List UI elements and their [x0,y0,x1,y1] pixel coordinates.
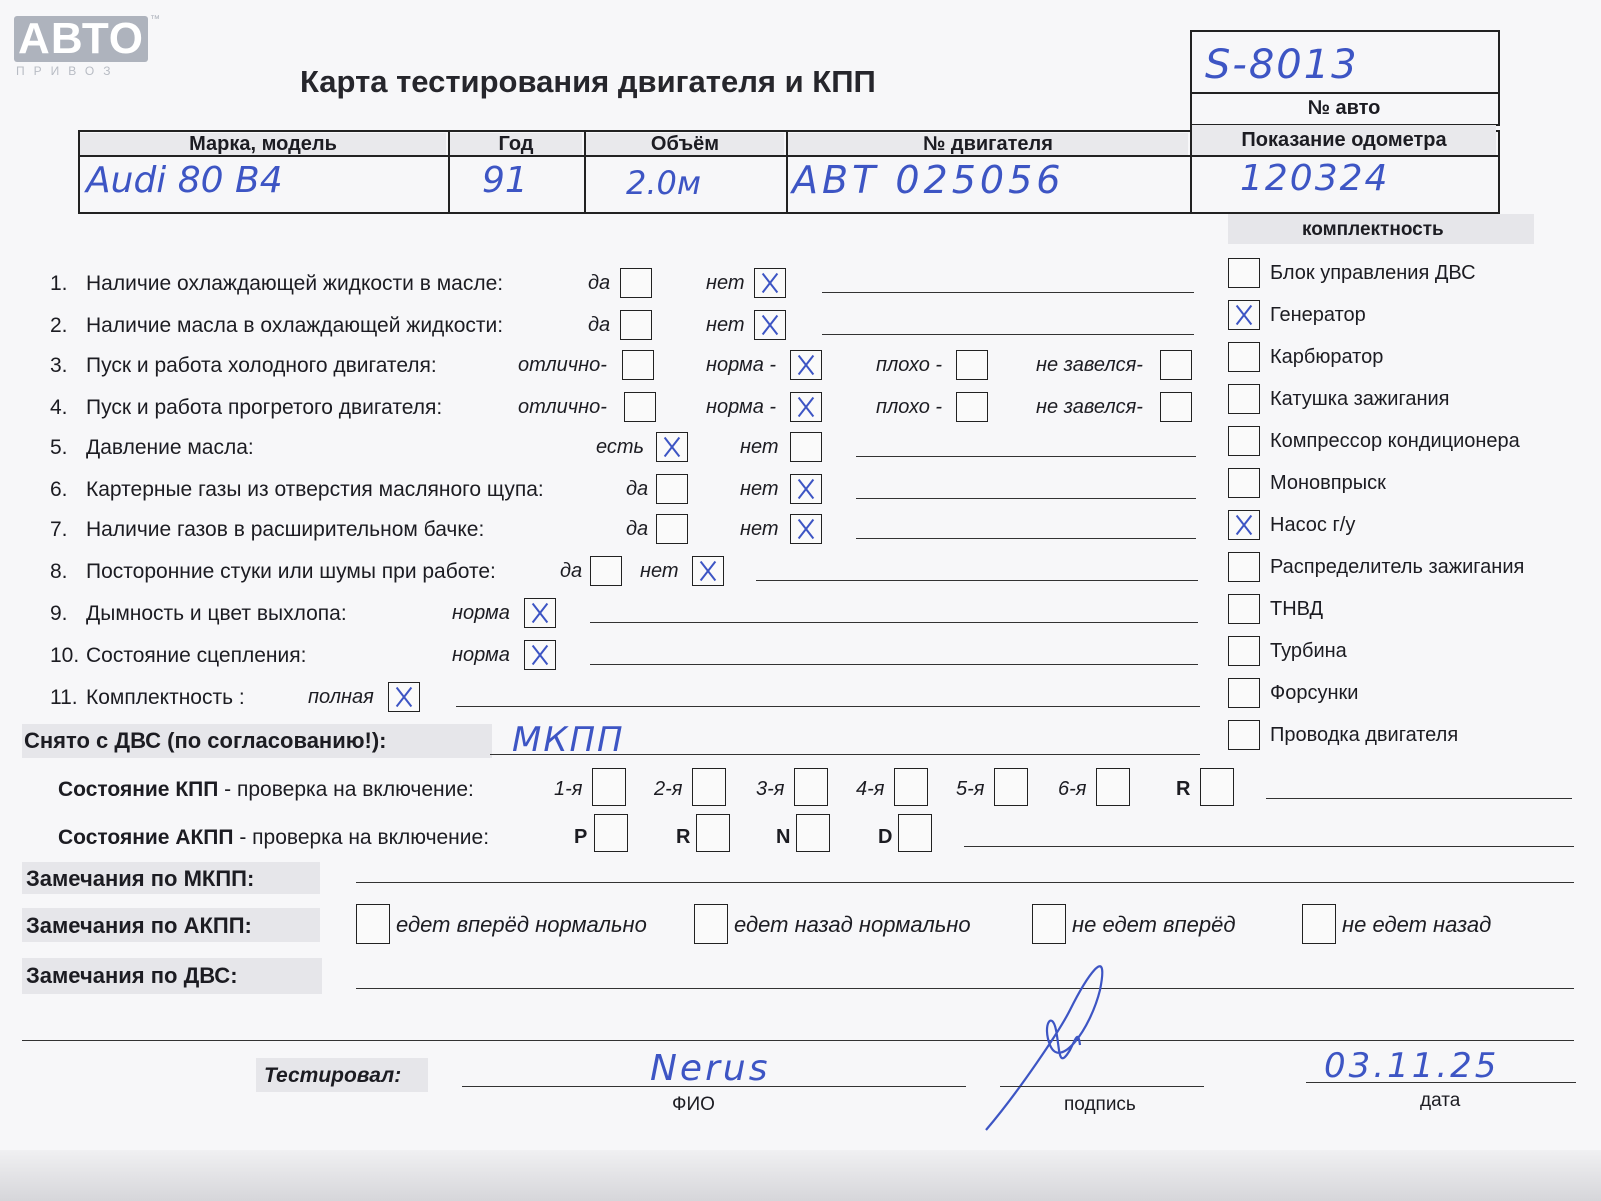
check-note-line [856,538,1196,539]
check-option-label: норма [452,602,510,624]
akpp-label-bold: Состояние АКПП [58,826,234,849]
akpp-line [964,846,1574,847]
value-model: Audi 80 B4 [86,160,283,201]
akpp-remark-label: не едет назад [1342,912,1492,937]
remarks-akpp-label: Замечания по АКПП: [26,913,252,938]
check-option-checkbox[interactable] [622,350,654,380]
completeness-item-label: Генератор [1270,304,1366,326]
check-number: 2. [50,314,68,337]
check-number: 4. [50,396,68,419]
col-header-engine-number: № двигателя [788,133,1188,155]
removed-value: МКПП [512,720,625,760]
check-note-line [590,622,1198,623]
remarks-dvs-line [356,988,1574,989]
check-option-label: отлично- [518,354,607,376]
completeness-item-label: Катушка зажигания [1270,388,1450,410]
value-engine-number: ABT 025056 [792,158,1065,202]
col-header-odometer: Показание одометра [1192,125,1496,155]
check-number: 11. [50,686,78,709]
check-note-line [822,334,1194,335]
akpp-gear-label: D [878,826,893,848]
check-note-line [756,580,1198,581]
check-note-line [822,292,1194,293]
scan-edge [0,1150,1601,1201]
check-option-label: да [588,272,611,294]
tested-label: Тестировал: [264,1064,402,1087]
completeness-checkbox[interactable] [1228,300,1260,330]
remarks-dvs-label: Замечания по ДВС: [26,963,238,988]
check-label: Картерные газы из отверстия масляного щупа: [86,478,544,501]
check-note-line [590,664,1198,665]
remarks-mkpp-line [356,882,1574,883]
check-option-label: плохо - [876,396,943,418]
signature-line [1000,1086,1204,1087]
check-option-label: не завелся- [1036,396,1143,418]
check-option-label: отлично- [518,396,607,418]
akpp-remark-label: не едет вперёд [1072,912,1236,937]
check-number: 8. [50,560,68,583]
tested-name: Nerus [650,1048,771,1089]
tested-name-caption: ФИО [672,1094,715,1115]
check-number: 9. [50,602,68,625]
check-option-label: нет [706,272,745,294]
check-note-line [856,498,1196,499]
tested-date-caption: дата [1420,1090,1461,1111]
check-option-checkbox[interactable] [620,268,652,298]
check-option-label: норма - [706,396,777,418]
car-number-divider [1190,92,1498,94]
header-table-divider [78,155,1498,157]
tested-date-line [1306,1082,1576,1083]
kpp-gear-label: R [1176,778,1191,800]
completeness-checkbox[interactable] [1228,258,1260,288]
check-number: 1. [50,272,68,295]
check-option-checkbox[interactable] [656,474,688,504]
check-option-checkbox[interactable] [790,392,822,422]
col-header-model: Марка, модель [80,133,446,155]
check-option-checkbox[interactable] [790,432,822,462]
check-option-label: нет [740,518,779,540]
check-option-checkbox[interactable] [790,350,822,380]
check-option-checkbox[interactable] [656,514,688,544]
completeness-checkbox[interactable] [1228,552,1260,582]
kpp-gear-label: 1-я [554,778,583,800]
check-option-checkbox[interactable] [692,556,724,586]
kpp-gear-label: 5-я [956,778,985,800]
check-option-checkbox[interactable] [524,598,556,628]
check-option-label: да [626,518,649,540]
completeness-item-label: Насос г/у [1270,514,1356,536]
check-label: Дымность и цвет выхлопа: [86,602,347,625]
car-number-label: № авто [1307,97,1381,119]
check-option-label: да [560,560,583,582]
akpp-gear-checkbox[interactable] [594,814,628,852]
completeness-item-label: Проводка двигателя [1270,724,1459,746]
check-label: Состояние сцепления: [86,644,307,667]
completeness-item-label: Моновпрыск [1270,472,1386,494]
check-option-label: не завелся- [1036,354,1143,376]
signature-caption: подпись [1064,1094,1136,1115]
check-number: 10. [50,644,80,667]
kpp-gear-checkbox[interactable] [794,768,828,806]
completeness-checkbox[interactable] [1228,342,1260,372]
kpp-gear-label: 6-я [1058,778,1087,800]
kpp-line [1266,798,1572,799]
check-label: Наличие охлаждающей жидкости в масле: [86,272,504,295]
check-option-label: да [626,478,649,500]
akpp-gear-checkbox[interactable] [696,814,730,852]
value-odometer: 120324 [1240,158,1390,199]
akpp-gear-checkbox[interactable] [898,814,932,852]
check-label: Пуск и работа прогретого двигателя: [86,396,443,419]
check-option-label: есть [596,436,645,458]
check-option-checkbox[interactable] [1160,350,1192,380]
completeness-checkbox[interactable] [1228,384,1260,414]
akpp-remark-label: едет назад нормально [734,912,971,937]
completeness-checkbox[interactable] [1228,594,1260,624]
check-option-label: норма [452,644,510,666]
kpp-gear-checkbox[interactable] [894,768,928,806]
kpp-gear-label: 2-я [654,778,683,800]
kpp-gear-checkbox[interactable] [994,768,1028,806]
akpp-remark-checkbox[interactable] [1032,904,1066,944]
check-label: Наличие газов в расширительном бачке: [86,518,485,541]
check-option-checkbox[interactable] [790,474,822,504]
akpp-label-rest: - проверка на включение: [233,826,490,849]
check-label: Посторонние стуки или шумы при работе: [86,560,496,583]
akpp-remark-checkbox[interactable] [356,904,390,944]
check-option-checkbox[interactable] [590,556,622,586]
completeness-checkbox[interactable] [1228,426,1260,456]
value-year: 91 [482,160,528,201]
kpp-gear-label: 3-я [756,778,785,800]
car-number-value: S-8013 [1205,42,1359,88]
kpp-gear-checkbox[interactable] [692,768,726,806]
akpp-gear-checkbox[interactable] [796,814,830,852]
completeness-item-label: Турбина [1270,640,1347,662]
completeness-checkbox[interactable] [1228,510,1260,540]
check-note-line [456,706,1200,707]
akpp-remark-label: едет вперёд нормально [396,912,647,937]
completeness-item-label: Распределитель зажигания [1270,556,1525,578]
completeness-item-label: ТНВД [1270,598,1324,620]
check-option-checkbox[interactable] [656,432,688,462]
akpp-gear-label: N [776,826,791,848]
completeness-checkbox[interactable] [1228,720,1260,750]
check-option-checkbox[interactable] [956,350,988,380]
check-number: 6. [50,478,68,501]
check-option-checkbox[interactable] [1160,392,1192,422]
completeness-item-label: Форсунки [1270,682,1359,704]
check-option-label: нет [740,436,779,458]
remarks-dvs-line-2 [22,1040,1574,1041]
kpp-gear-checkbox[interactable] [1200,768,1234,806]
completeness-checkbox[interactable] [1228,468,1260,498]
removed-line [490,754,1200,755]
value-volume: 2.0м [626,164,702,202]
check-label: Давление масла: [86,436,254,459]
completeness-title: комплектность [1302,219,1444,240]
kpp-label-rest: - проверка на включение: [218,778,474,801]
check-number: 3. [50,354,68,377]
akpp-label [58,826,489,850]
check-option-checkbox[interactable] [388,682,420,712]
check-option-label: норма - [706,354,777,376]
akpp-gear-label: P [574,826,588,848]
check-option-label: нет [706,314,745,336]
check-label: Комплектность : [86,686,245,709]
logo-tm: ™ [150,14,160,25]
logo-subtitle: ПРИВОЗ [16,64,120,78]
check-option-label: нет [640,560,679,582]
removed-label: Снято с ДВС (по согласованию!): [24,728,387,753]
check-option-checkbox[interactable] [754,268,786,298]
col-header-year: Год [450,133,582,155]
check-option-label: нет [740,478,779,500]
completeness-item-label: Блок управления ДВС [1270,262,1476,284]
check-option-checkbox[interactable] [524,640,556,670]
tested-date: 03.11.25 [1324,1046,1500,1086]
completeness-item-label: Компрессор кондиционера [1270,430,1520,452]
akpp-remark-checkbox[interactable] [694,904,728,944]
col-header-volume: Объём [586,133,784,155]
kpp-label-bold: Состояние КПП [58,778,219,801]
kpp-gear-label: 4-я [856,778,885,800]
akpp-remark-checkbox[interactable] [1302,904,1336,944]
completeness-checkbox[interactable] [1228,678,1260,708]
check-option-label: плохо - [876,354,943,376]
kpp-gear-checkbox[interactable] [1096,768,1130,806]
check-label: Наличие масла в охлаждающей жидкости: [86,314,504,337]
check-option-checkbox[interactable] [624,392,656,422]
check-option-checkbox[interactable] [620,310,652,340]
check-label: Пуск и работа холодного двигателя: [86,354,437,377]
remarks-mkpp-label: Замечания по МКПП: [26,866,255,891]
tested-name-line [462,1086,966,1087]
check-number: 7. [50,518,68,541]
completeness-item-label: Карбюратор [1270,346,1384,368]
check-option-label: полная [308,686,374,708]
completeness-checkbox[interactable] [1228,636,1260,666]
check-option-label: да [588,314,611,336]
check-note-line [856,456,1196,457]
kpp-gear-checkbox[interactable] [592,768,626,806]
check-option-checkbox[interactable] [956,392,988,422]
logo: АВТО [14,16,148,62]
page-title: Карта тестирования двигателя и КПП [300,64,876,99]
check-option-checkbox[interactable] [790,514,822,544]
check-number: 5. [50,436,68,459]
kpp-label [58,778,474,802]
akpp-gear-label: R [676,826,691,848]
check-option-checkbox[interactable] [754,310,786,340]
